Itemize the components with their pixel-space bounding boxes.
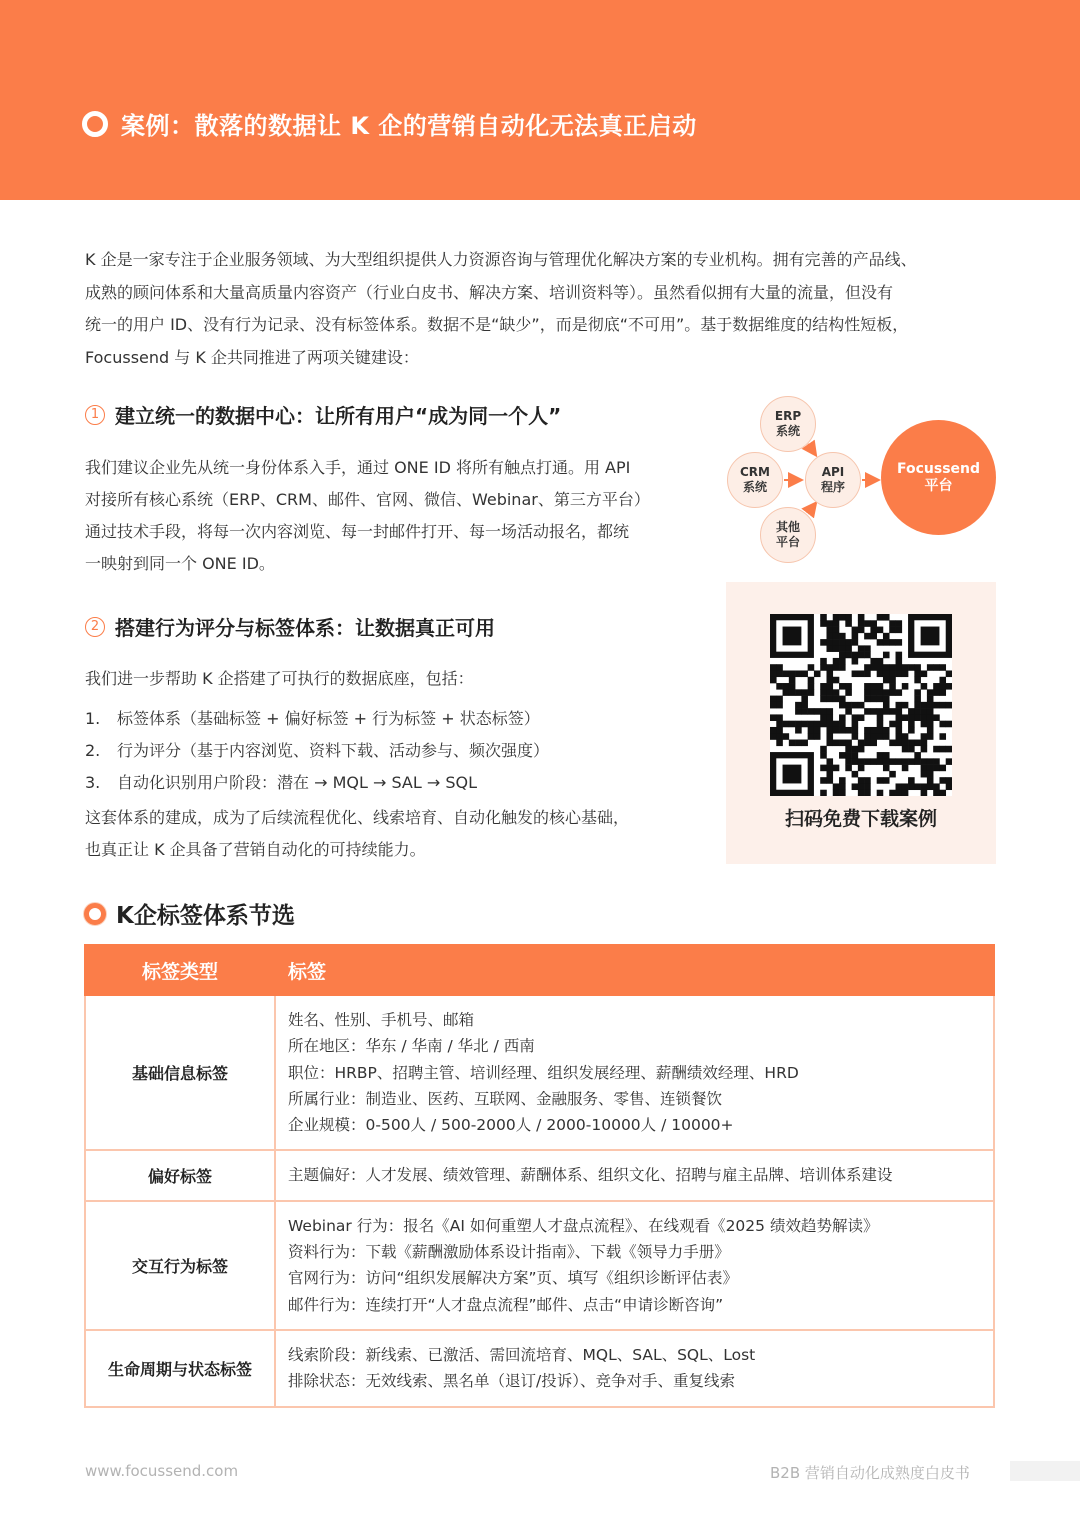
tag-values-cell (275, 1201, 994, 1330)
node-erp: ERP 系统 (760, 396, 816, 452)
section1-line: 一映射到同一个 ONE ID。 (85, 554, 275, 573)
arrow-other-api (808, 504, 815, 513)
tag-type-cell: 交互行为标签 (85, 1201, 275, 1330)
list-item-text: 行为评分（基于内容浏览、资料下载、活动参与、频次强度） (117, 741, 550, 760)
section2-list (85, 703, 549, 799)
list-item-number: 3. (85, 773, 101, 792)
tag-values-cell (275, 995, 994, 1150)
list-item (85, 735, 549, 767)
footer-doc-title: B2B 营销自动化成熟度白皮书 (770, 1464, 970, 1482)
column-header: 标签 (275, 945, 994, 995)
qr-code-image (770, 614, 952, 796)
table-header-row (85, 945, 994, 995)
qr-code[interactable] (770, 614, 952, 796)
arrow-erp-api (808, 444, 815, 454)
list-item-text: 标签体系（基础标签 + 偏好标签 + 行为标签 + 状态标签） (117, 709, 540, 728)
list-item-number: 1. (85, 709, 101, 728)
table-row (85, 995, 994, 1150)
footer-website[interactable]: www.focussend.com (85, 1462, 239, 1480)
tag-type-cell: 生命周期与状态标签 (85, 1330, 275, 1407)
intro-paragraph (85, 244, 1000, 374)
footer-accent-bar (1010, 1461, 1080, 1481)
tag-type-cell: 基础信息标签 (85, 995, 275, 1150)
tag-table (84, 944, 995, 1408)
qr-caption: 扫码免费下载案例 (784, 808, 937, 830)
section2-closing-line: 这套体系的建成，成为了后续流程优化、线索培育、自动化触发的核心基础， (85, 808, 630, 827)
qr-panel (726, 582, 996, 864)
section2-intro (85, 663, 474, 695)
intro-line: K 企是一家专注于企业服务领域、为大型组织提供人力资源咨询与管理优化解决方案的专业机构。拥有完善的产品线、 (85, 250, 917, 269)
data-flow-diagram (720, 390, 1010, 565)
tag-value-line: 排除状态：无效线索、黑名单（退订/投诉）、竞争对手、重复线索 (288, 1372, 735, 1391)
section2-closing-line: 也真正让 K 企具备了营销自动化的可持续能力。 (85, 840, 426, 859)
tag-value-line: 企业规模：0-500人 / 500-2000人 / 2000-10000人 / 10000+ (288, 1116, 734, 1135)
page-title: 案例：散落的数据让 K 企的营销自动化无法真正启动 (121, 112, 697, 140)
tag-value-line: 线索阶段：新线索、已激活、需回流培育、MQL、SAL、SQL、Lost (288, 1345, 756, 1364)
table-heading (84, 897, 295, 930)
section1-heading (85, 400, 561, 429)
ring-icon (84, 903, 106, 925)
tag-value-line: 所在地区：华东 / 华南 / 华北 / 西南 (288, 1037, 535, 1056)
section1-paragraph (85, 452, 650, 580)
table-row (85, 1201, 994, 1330)
section2-number: 2 (85, 617, 105, 637)
list-item-text: 自动化识别用户阶段：潜在 → MQL → SAL → SQL (117, 773, 478, 792)
section2-heading (85, 612, 495, 641)
tag-value-line: 官网行为：访问“组织发展解决方案”页、填写《组织诊断评估表》 (288, 1269, 739, 1288)
list-item-number: 2. (85, 741, 101, 760)
intro-line: 成熟的顾问体系和大量高质量内容资产（行业白皮书、解决方案、培训资料等）。虽然看似拥有大量的流量，但没有 (85, 282, 894, 302)
column-header: 标签类型 (85, 945, 275, 995)
section2-closing (85, 802, 629, 866)
tag-value-line: 职位：HRBP、招聘主管、培训经理、组织发展经理、薪酬绩效经理、HRD (288, 1063, 799, 1082)
section1-line: 我们建议企业先从统一身份体系入手，通过 ONE ID 将所有触点打通。用 API (85, 458, 631, 477)
section1-number: 1 (85, 405, 105, 425)
tag-value-line: 所属行业：制造业、医药、互联网、金融服务、零售、连锁餐饮 (288, 1089, 723, 1108)
node-focussend: Focussend 平台 (881, 420, 996, 535)
list-item (85, 703, 549, 735)
tag-values-cell (275, 1330, 994, 1407)
node-other: 其他 平台 (760, 507, 816, 563)
node-crm: CRM 系统 (727, 452, 783, 508)
tag-values-cell (275, 1150, 994, 1200)
intro-line: Focussend 与 K 企共同推进了两项关键建设： (85, 347, 419, 367)
table-title: K企标签体系节选 (116, 903, 295, 929)
header-banner (0, 0, 1080, 200)
table-row (85, 1150, 994, 1200)
ring-icon (82, 111, 108, 137)
section1-title: 建立统一的数据中心：让所有用户“成为同一个人” (115, 404, 562, 428)
tag-value-line: 姓名、性别、手机号、邮箱 (288, 1011, 475, 1029)
section1-line: 对接所有核心系统（ERP、CRM、邮件、官网、微信、Webinar、第三方平台） (85, 490, 650, 509)
tag-type-cell: 偏好标签 (85, 1150, 275, 1200)
table-row (85, 1330, 994, 1407)
section2-title: 搭建行为评分与标签体系：让数据真正可用 (115, 616, 495, 640)
section1-line: 通过技术手段，将每一次内容浏览、每一封邮件打开、每一场活动报名，都统 (85, 522, 630, 541)
section2-intro-text: 我们进一步帮助 K 企搭建了可执行的数据底座，包括： (85, 669, 474, 688)
tag-value-line: 邮件行为：连续打开“人才盘点流程”邮件、点击“申请诊断咨询” (288, 1295, 724, 1314)
tag-value-line: 主题偏好：人才发展、绩效管理、薪酬体系、组织文化、招聘与雇主品牌、培训体系建设 (288, 1166, 893, 1185)
list-item (85, 767, 549, 799)
node-api: API 程序 (805, 452, 861, 508)
tag-value-line: Webinar 行为：报名《AI 如何重塑人才盘点流程》、在线观看《2025 绩效趋势解读》 (288, 1216, 879, 1235)
tag-value-line: 资料行为：下载《薪酬激励体系设计指南》、下载《领导力手册》 (288, 1243, 730, 1262)
intro-line: 统一的用户 ID、没有行为记录、没有标签体系。数据不是“缺少”，而是彻底“不可用”。基于数据维度的结构性短板， (85, 315, 909, 334)
